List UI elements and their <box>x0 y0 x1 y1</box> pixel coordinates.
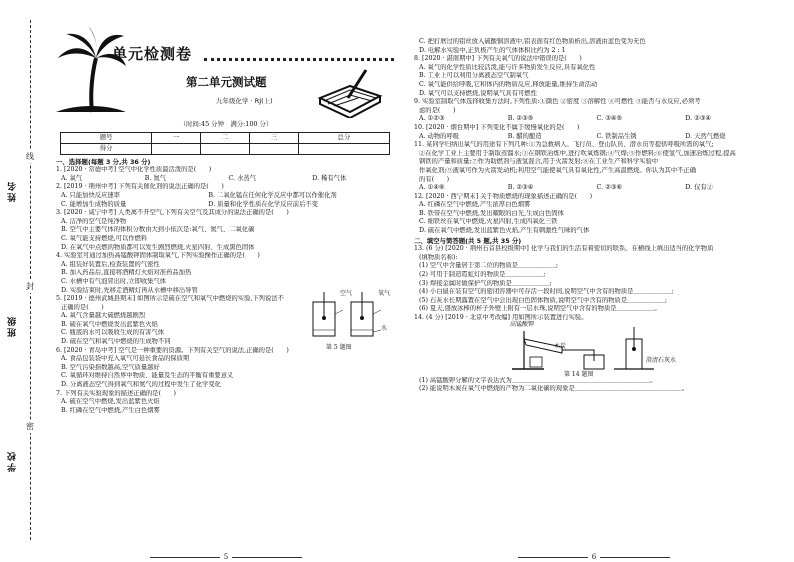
option: C. ③④⑤ <box>596 115 623 123</box>
header-banner <box>56 38 396 124</box>
option: B. 工业上可以利用分离液态空气制氧气 <box>419 72 529 80</box>
option: C. 能增加生成物的质量 <box>61 200 127 208</box>
option: D. 天然气燃烧 <box>685 132 726 140</box>
question-stem-cont: 作氧化剂;⑨液氧可作为火箭发动机;利用空气能使氧气具有氧化性,产生高温燃烧。你认为其中不正确 <box>419 166 697 174</box>
question-stem: 12. [2020 · 西宁期末] 关于物质燃烧的现象描述正确的是( ) <box>414 192 593 200</box>
school-label: 学校 <box>8 450 18 472</box>
option: A. 氧气 <box>61 174 83 182</box>
fill-blank-line: (4) 小白鼠在装有空气的密闭容器中可存活一段时间,说明空气中含有的物质是＿＿＿＿＿＿; <box>419 288 674 296</box>
name-label: 姓名 <box>8 180 18 202</box>
option: A. 只能加快反应速率 <box>61 191 120 199</box>
fill-blank-line: (1) 空气中含量居于第二位的物质是＿＿＿＿＿＿; <box>419 262 558 270</box>
option-row <box>56 175 396 184</box>
test-title: 第二单元测试题 <box>186 75 267 89</box>
question-stem-cont: 正确的是( ) <box>61 303 104 311</box>
option: C. ②③⑥ <box>596 184 623 192</box>
option: A. 红磷在空气中燃烧,产生浓厚白色烟雾 <box>419 201 531 209</box>
option: C. 细铁丝在氧气中燃烧,火星四射,生成四氧化三铁 <box>419 218 558 226</box>
option-row <box>414 184 774 193</box>
option: D. 分离液态空气得到氧气和氮气的过程中发生了化学变化 <box>61 381 221 389</box>
fig-label-air: 空气 <box>340 290 353 298</box>
book-pen-icon <box>314 68 384 118</box>
option: C. 氧循环对维持自然界中物质、能量及生态的平衡有重要意义 <box>61 372 234 380</box>
option: D. 硫在空气和氧气中燃烧的生成物不同 <box>61 338 171 346</box>
option: C. 把打磨过的铝丝放入硫酸铜溶液中,铝表面有红色物质析出,溶液由蓝色变为无色 <box>419 38 646 45</box>
section-heading: 一、选择题(每题 3 分,共 36 分) <box>56 157 151 166</box>
question-stem: 10. [2020 · 烟台期中] 下列变化不属于缓慢氧化的是( ) <box>414 123 580 131</box>
time-score-line: （时间:45 分钟 满分:100 分） <box>179 120 273 128</box>
question-stem: 13. (6 分) [2020 · 荆州石首县校级期中] 化学与我们的生活有着密切的联系。在横线上填出适当的化学物质 <box>414 245 714 253</box>
option: C. 氧气能供给呼吸,它和体内的物质反应,释放能量,维持生命活动 <box>419 80 598 88</box>
option: D. 质量和化学性质在化学反应前后不变 <box>208 200 318 208</box>
question-stem-cont: 虑的是( ) <box>419 106 456 114</box>
question-stem-cont: 钢铁的产量和质量;⑦作为助燃剂与液氢混合,用于火箭发射;⑧在工业生产和科学实验中 <box>419 158 659 166</box>
option: A. 动物的呼吸 <box>419 132 460 140</box>
figure-caption: 第 14 题图 <box>564 370 594 378</box>
option: B. 二氧化锰在任何化学反应中都可以作催化剂 <box>208 191 337 199</box>
page-number: 5 <box>223 553 229 562</box>
fill-blank-line: (5) 石灰水长期露置在空气中会出现白色固体物质,说明空气中含有的物质是＿＿＿＿＿＿; <box>419 296 668 304</box>
option: B. 空气中主要气体的体积分数由大到小依次是:氧气、氮气、二氧化碳 <box>61 226 255 234</box>
option: C. 水槽中有气泡冒出时,立即收集气体 <box>61 277 167 285</box>
cut-mark-seal: 封 <box>26 282 34 291</box>
question-stem: 9. 实验室制取气体选择收集方法时,下列性质:①颜色 ②密度 ③溶解性 ④可燃性 ⑤能否与水反应,必须考 <box>414 98 701 106</box>
question-stem: 5. [2019 · 德州武城县期末] 如图所示是硫在空气和氧气中燃烧的实验,下列说法不 <box>56 295 284 303</box>
option: C. 氧气能支持燃烧,可以作燃料 <box>61 234 148 242</box>
figure-caption: 第 5 题图 <box>326 344 352 352</box>
option: D. 稀有气体 <box>312 174 347 182</box>
option: B. 醋的酿造 <box>507 132 542 140</box>
option: A. 组装好装置后,检查装置的气密性 <box>61 260 160 268</box>
option: D. ②③④ <box>685 115 712 123</box>
q14-figure-area <box>414 320 774 378</box>
fig-label-kmno4: 高锰酸钾 <box>510 320 535 328</box>
question-stem: 7. 下列有关实验现象的描述正确的是( ) <box>56 389 176 397</box>
option: D. 仅有② <box>685 184 713 192</box>
question-stem: 8. [2020 · 湛南期中] 下列有关氧气的说法中错误的是( ) <box>414 55 582 63</box>
palm-tree-icon <box>56 24 126 114</box>
class-label: 班级 <box>8 315 18 337</box>
fill-blank-line: (2) 可用于制造霓虹灯的物质是＿＿＿＿＿＿; <box>419 271 546 279</box>
option: D. 硫在氧气中燃烧,发出蓝紫色火焰,产生有刺激性气味的气体 <box>419 227 590 235</box>
option: D. 在氧气中点燃的物质都可以发生剧烈燃烧,火星四射、生成黑色固体 <box>61 243 255 251</box>
option-row <box>414 133 774 142</box>
score-header-cell: 总分 <box>298 132 389 143</box>
score-header-cell: 题号 <box>61 132 152 143</box>
question-stem: 4. 实验室可通过加热高锰酸钾固体制取氧气,下列实验操作正确的是( ) <box>56 252 260 260</box>
subject-line: 九年级化学 · RJ(上) <box>216 97 273 105</box>
right-page <box>414 38 774 562</box>
question-stem-cont: (填物质名称): <box>419 253 458 261</box>
option: C. 瓶底的水可以吸收生成的有害气体 <box>61 329 165 337</box>
option: B. 加入药品后,直接将酒精灯火焰对准药品加热 <box>61 269 192 277</box>
option: B. 空气污染指数越高,空气质量越好 <box>61 363 160 371</box>
option: B. 红磷在空气中燃烧,产生白色烟雾 <box>61 406 160 414</box>
option: A. ①④⑥ <box>419 184 445 192</box>
option: A. 氧气的化学性质比较活泼,能与许多物质发生反应,具有氧化性 <box>419 63 596 71</box>
option: B. 氮气 <box>144 174 166 182</box>
question-stem: 6. [2020 · 青岛中考] 空气是一种重要的资源。下列有关空气的说法,正确的是( ) <box>56 346 289 354</box>
option: B. ②③④ <box>507 184 534 192</box>
score-input-cell[interactable] <box>298 143 389 154</box>
unit-title: 单元检测卷 <box>112 45 193 63</box>
option-row <box>56 201 396 210</box>
option: D. 实验结束时,先移走酒精灯再从水槽中移出导管 <box>61 286 198 294</box>
score-table <box>60 132 390 155</box>
option: A. 硫在空气中燃烧,发出蓝紫色火焰 <box>61 398 160 406</box>
fig-label-water: 水 <box>381 325 388 333</box>
question-stem: 1. [2020 · 常德中考] 空气中化学性质最活泼的是( ) <box>56 166 212 174</box>
page-footer <box>56 553 396 562</box>
score-header-cell: 一 <box>152 132 201 143</box>
section-heading: 二、填空与简答题(共 5 题,共 35 分) <box>414 236 522 245</box>
score-input-cell[interactable] <box>152 143 201 154</box>
option: A. 食品包装袋中充入氧气可延长食品的保质期 <box>61 355 190 363</box>
option: D. 氧气可以支持燃烧,说明氧气具有可燃性 <box>419 89 537 97</box>
fig-label-charcoal: 木炭 <box>554 342 567 350</box>
question-stem: 2. [2019 · 荆州中考] 下列有关催化剂的说法正确的是( ) <box>56 183 224 191</box>
fig-label-oxygen: 氧气 <box>378 290 391 298</box>
option: C. 水蒸气 <box>228 174 256 182</box>
score-input-cell[interactable] <box>249 143 298 154</box>
cut-mark-secret: 密 <box>26 422 34 431</box>
binding-margin <box>0 0 50 560</box>
option: C. 铁制品生锈 <box>596 132 637 140</box>
cut-mark-line: 线 <box>26 152 34 161</box>
score-header-cell: 三 <box>249 132 298 143</box>
question-stem-cont: ②在化学工业上主要用于制取蒸馏水;③在钢铁冶炼中,进行吹氧炼钢;④气焊;⑤作燃料;⑥使氢气,加速冶炼过程,提高 <box>419 149 736 157</box>
option-row <box>414 115 774 124</box>
option-row <box>56 192 396 201</box>
question-stem: 3. [2020 · 咸宁中考] 人类离不开空气,下列有关空气及其成分的说法正确的是( ) <box>56 209 289 217</box>
fill-blank-line: (6) 夏天,盛放冰棒的杯子外壁上附有一层水珠,说明空气中含有的物质是＿＿＿＿＿＿。 <box>419 305 661 313</box>
option: B. 铁带在空气中燃烧,发出耀眼的白光,生成白色固体 <box>419 209 564 217</box>
option: D. 电解水实验中,正负极产生的气体体积比约为 2 : 1 <box>419 46 566 54</box>
option: B. 硫在氧气中燃烧发出蓝紫色火焰 <box>61 320 158 328</box>
dotted-rule <box>204 58 394 61</box>
question-stem-cont: 的有( ) <box>419 175 450 183</box>
question-stem: 14. (4 分) [2019 · 北京中考改编] 用如图所示装置进行实验。 <box>414 314 588 321</box>
fill-blank-line: (3) 焊接金属时做保护气的物质是＿＿＿＿＿＿; <box>419 279 552 287</box>
fill-blank-line: (2) 能说明木炭在氧气中燃烧的产物为二氧化碳的现象是＿＿＿＿＿＿＿＿＿＿＿＿＿＿＿＿＿。 <box>419 385 689 393</box>
page-number: 6 <box>591 553 597 562</box>
question-stem: 11. 某同学归纳出氧气的用途有下列几种:①为急救病人、飞行员、登山队员、潜水员等提供呼吸所需的氧气; <box>414 141 714 149</box>
fill-blank-line: (1) 高锰酸钾分解的文字表达式为＿＿＿＿＿＿＿＿＿＿＿＿＿＿＿＿＿＿＿＿＿＿。 <box>419 376 657 384</box>
option: A. 氧气含量越大硫燃烧越剧烈 <box>61 312 146 320</box>
option: A. 洁净的空气是纯净物 <box>61 217 127 225</box>
score-row-label: 得分 <box>61 143 152 154</box>
score-header-cell: 二 <box>201 132 250 143</box>
fig-label-limewater: 澄清石灰水 <box>646 356 677 364</box>
score-input-cell[interactable] <box>201 143 250 154</box>
left-page <box>56 38 396 562</box>
page-footer <box>414 553 774 562</box>
option: A. ①②③ <box>419 115 445 123</box>
option: B. ②③⑤ <box>507 115 534 123</box>
